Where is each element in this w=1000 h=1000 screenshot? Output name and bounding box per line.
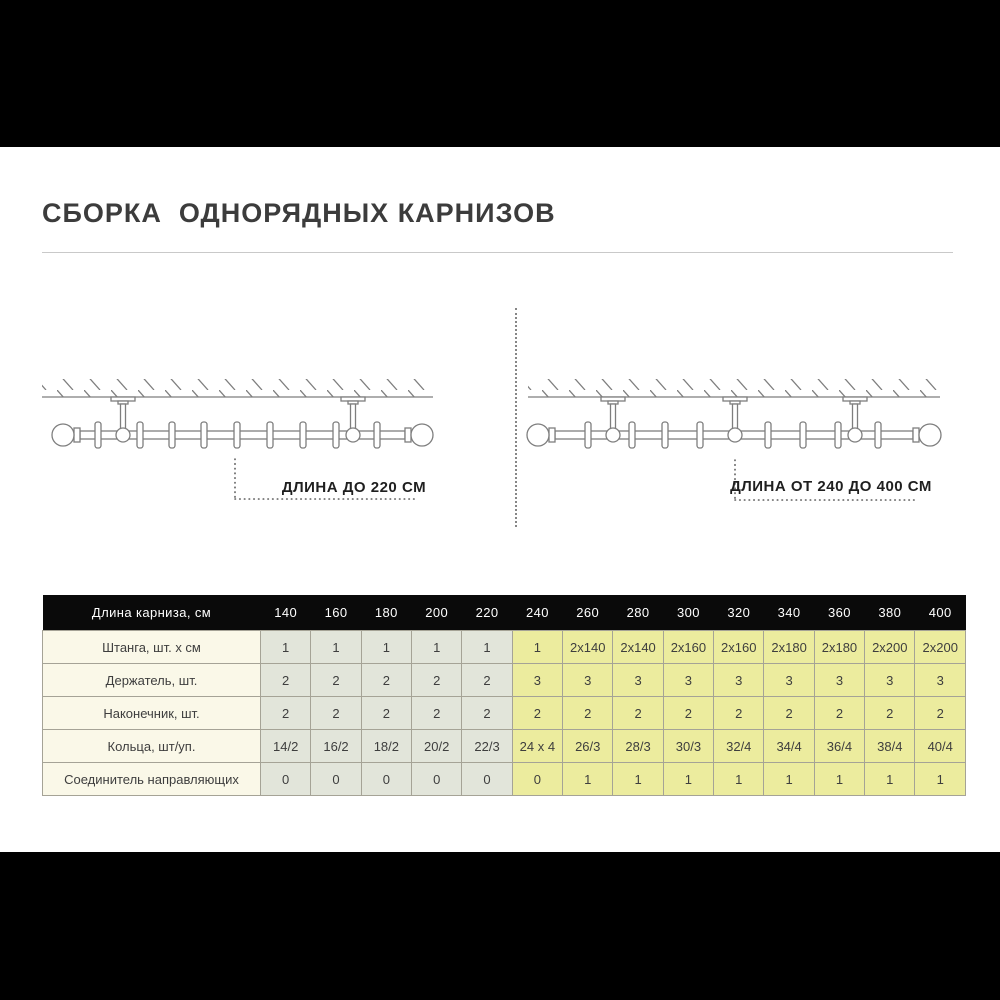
rod-ring [585, 422, 591, 448]
table-cell: 2 [261, 697, 311, 730]
column-header-260: 260 [563, 595, 613, 631]
curtain-rod [52, 397, 433, 448]
title-divider [42, 252, 953, 253]
table-cell: 2 [361, 664, 411, 697]
table-cell: 2 [613, 697, 663, 730]
row-label: Кольца, шт/уп. [43, 730, 261, 763]
table-cell: 2 [865, 697, 915, 730]
table-cell: 1 [412, 631, 462, 664]
rod-ring [835, 422, 841, 448]
column-header-220: 220 [462, 595, 512, 631]
table-cell: 0 [311, 763, 361, 796]
table-cell: 2 [512, 697, 562, 730]
finial-ball [52, 424, 74, 446]
page-title: СБОРКА ОДНОРЯДНЫХ КАРНИЗОВ [42, 198, 556, 228]
table-cell: 1 [462, 631, 512, 664]
table-cell: 40/4 [915, 730, 966, 763]
rod-ring [374, 422, 380, 448]
table-cell: 30/3 [663, 730, 713, 763]
table-cell: 3 [915, 664, 966, 697]
table-cell: 0 [462, 763, 512, 796]
rod-ring [234, 422, 240, 448]
table-cell: 14/2 [261, 730, 311, 763]
ceiling-hatch [528, 379, 940, 397]
rod-ring [875, 422, 881, 448]
table-cell: 26/3 [563, 730, 613, 763]
table-cell: 2 [915, 697, 966, 730]
table-cell: 1 [512, 631, 562, 664]
table-cell: 2x200 [865, 631, 915, 664]
row-label: Наконечник, шт. [43, 697, 261, 730]
table-cell: 22/3 [462, 730, 512, 763]
table-cell: 3 [714, 664, 764, 697]
table-cell: 2x180 [814, 631, 864, 664]
table-cell: 1 [915, 763, 966, 796]
column-header-380: 380 [865, 595, 915, 631]
table-cell: 2x140 [563, 631, 613, 664]
table-cell: 2x160 [663, 631, 713, 664]
rod-ring [201, 422, 207, 448]
table-cell: 1 [563, 763, 613, 796]
table-cell: 1 [764, 763, 814, 796]
finial-ball [411, 424, 433, 446]
column-header-320: 320 [714, 595, 764, 631]
cornice-diagram-long [515, 300, 985, 530]
table-cell: 2x200 [915, 631, 966, 664]
table-cell: 32/4 [714, 730, 764, 763]
rod-ring [95, 422, 101, 448]
table-row [43, 697, 966, 730]
table-cell: 1 [311, 631, 361, 664]
table-row [43, 664, 966, 697]
finial-ball [527, 424, 549, 446]
table-row [43, 730, 966, 763]
table-cell: 3 [613, 664, 663, 697]
table-cell: 28/3 [613, 730, 663, 763]
table-row [43, 631, 966, 664]
table-cell: 0 [361, 763, 411, 796]
table-cell: 16/2 [311, 730, 361, 763]
row-label: Штанга, шт. х см [43, 631, 261, 664]
cornice-diagram-short [30, 300, 500, 530]
table-header-label: Длина карниза, см [43, 595, 261, 631]
table-cell: 38/4 [865, 730, 915, 763]
top-black-bar [0, 0, 1000, 147]
table-cell: 2x180 [764, 631, 814, 664]
curtain-rod [527, 397, 941, 448]
table-cell: 34/4 [764, 730, 814, 763]
table-cell: 3 [512, 664, 562, 697]
column-header-160: 160 [311, 595, 361, 631]
column-header-300: 300 [663, 595, 713, 631]
table-cell: 3 [663, 664, 713, 697]
table-cell: 1 [361, 631, 411, 664]
column-header-340: 340 [764, 595, 814, 631]
table-cell: 3 [764, 664, 814, 697]
table-cell: 2 [311, 664, 361, 697]
table-cell: 0 [512, 763, 562, 796]
rod-ring [169, 422, 175, 448]
column-header-180: 180 [361, 595, 411, 631]
rod-ring [662, 422, 668, 448]
rod-ring [697, 422, 703, 448]
rod-ring [333, 422, 339, 448]
diagram-caption-long: ДЛИНА ОТ 240 ДО 400 СМ [730, 478, 932, 495]
table-cell: 1 [261, 631, 311, 664]
table-cell: 2 [663, 697, 713, 730]
table-cell: 1 [714, 763, 764, 796]
column-header-280: 280 [613, 595, 663, 631]
table-cell: 20/2 [412, 730, 462, 763]
column-header-200: 200 [412, 595, 462, 631]
table-cell: 1 [613, 763, 663, 796]
table-cell: 2 [361, 697, 411, 730]
table-cell: 2 [714, 697, 764, 730]
table-cell: 3 [865, 664, 915, 697]
table-cell: 1 [663, 763, 713, 796]
finial-ball [919, 424, 941, 446]
table-cell: 2 [764, 697, 814, 730]
rod-ring [765, 422, 771, 448]
table-cell: 2 [462, 664, 512, 697]
table-cell: 3 [814, 664, 864, 697]
table-row [43, 763, 966, 796]
rod-ring [300, 422, 306, 448]
rod-ring [137, 422, 143, 448]
column-header-400: 400 [915, 595, 966, 631]
table-cell: 2x160 [714, 631, 764, 664]
rod-ring [800, 422, 806, 448]
table-cell: 2x140 [613, 631, 663, 664]
table-cell: 3 [563, 664, 613, 697]
table-cell: 2 [462, 697, 512, 730]
table-cell: 2 [814, 697, 864, 730]
bottom-black-bar [0, 852, 1000, 1000]
table-cell: 2 [563, 697, 613, 730]
row-label: Соединитель направляющих [43, 763, 261, 796]
table-cell: 2 [311, 697, 361, 730]
column-header-240: 240 [512, 595, 562, 631]
rod-ring [267, 422, 273, 448]
table-cell: 2 [412, 664, 462, 697]
table-cell: 2 [261, 664, 311, 697]
diagram-caption-short: ДЛИНА ДО 220 СМ [281, 479, 427, 496]
ceiling-hatch [42, 379, 433, 397]
assembly-table [42, 595, 966, 796]
table-cell: 1 [814, 763, 864, 796]
table-cell: 1 [865, 763, 915, 796]
table-cell: 2 [412, 697, 462, 730]
row-label: Держатель, шт. [43, 664, 261, 697]
table-cell: 0 [412, 763, 462, 796]
column-header-360: 360 [814, 595, 864, 631]
table-cell: 18/2 [361, 730, 411, 763]
rod-ring [629, 422, 635, 448]
table-cell: 0 [261, 763, 311, 796]
column-header-140: 140 [261, 595, 311, 631]
table-cell: 36/4 [814, 730, 864, 763]
table-cell: 24 x 4 [512, 730, 562, 763]
